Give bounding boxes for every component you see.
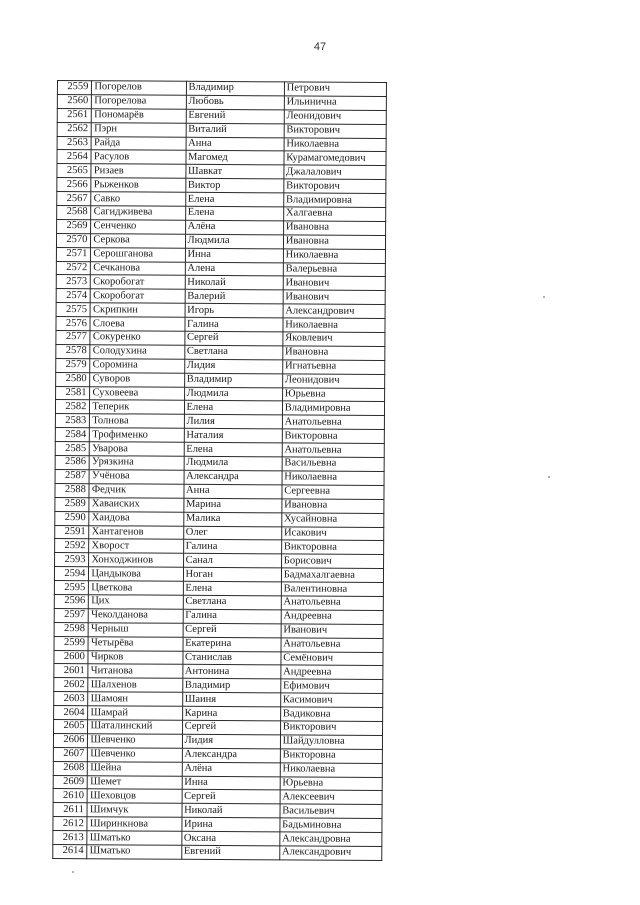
- cell-patronymic: Халгаевна: [283, 207, 385, 222]
- cell-surname: Ризаев: [91, 164, 185, 178]
- cell-surname: Скрипкин: [90, 303, 184, 317]
- cell-num: 2584: [55, 428, 89, 442]
- cell-name: Елена: [183, 581, 281, 595]
- cell-patronymic: Петрович: [284, 82, 386, 97]
- cell-patronymic: Леонидович: [282, 374, 384, 389]
- cell-patronymic: Владимировна: [283, 193, 385, 208]
- cell-name: Людмила: [185, 234, 283, 248]
- cell-surname: Уварова: [90, 442, 184, 456]
- cell-num: 2593: [55, 553, 89, 567]
- cell-surname: Шалхенов: [88, 678, 182, 692]
- cell-num: 2577: [56, 331, 90, 345]
- cell-name: Николай: [185, 276, 283, 290]
- cell-name: Алена: [185, 262, 283, 276]
- cell-surname: Сечканова: [91, 261, 185, 275]
- cell-surname: Теперик: [90, 400, 184, 414]
- cell-patronymic: Валерьевна: [283, 262, 385, 277]
- cell-name: Игорь: [185, 304, 283, 318]
- cell-num: 2589: [55, 497, 89, 511]
- cell-num: 2568: [57, 206, 91, 220]
- cell-patronymic: Сергеевна: [282, 485, 384, 500]
- cell-num: 2573: [56, 275, 90, 289]
- cell-patronymic: Борисович: [281, 554, 383, 569]
- cell-patronymic: Бадмахалгаевна: [281, 568, 383, 583]
- cell-surname: Шаталинский: [88, 720, 182, 734]
- cell-surname: Хаваиских: [89, 497, 183, 511]
- cell-name: Екатерина: [183, 637, 281, 651]
- cell-num: 2601: [54, 664, 88, 678]
- cell-patronymic: Леонидович: [284, 110, 386, 125]
- cell-surname: Сенченко: [91, 220, 185, 234]
- cell-name: Ноган: [183, 567, 281, 581]
- cell-num: 2566: [57, 178, 91, 192]
- cell-surname: Погорелова: [92, 95, 186, 109]
- cell-surname: Сокуренко: [90, 331, 184, 345]
- cell-patronymic: Викторовна: [282, 429, 384, 444]
- cell-patronymic: Александровна: [280, 832, 382, 847]
- cell-name: Людмила: [184, 456, 282, 470]
- scan-speck: [548, 476, 550, 478]
- cell-name: Лидия: [182, 734, 280, 748]
- cell-surname: Шамоян: [88, 692, 182, 706]
- cell-surname: Скоробогат: [91, 275, 185, 289]
- cell-name: Валерий: [185, 290, 283, 304]
- cell-patronymic: Васильевич: [280, 804, 382, 819]
- cell-patronymic: Иванович: [283, 276, 385, 291]
- cell-name: Шавкат: [185, 165, 283, 179]
- cell-surname: Шеховцов: [87, 789, 181, 803]
- cell-name: Владимир: [184, 373, 282, 387]
- cell-surname: Чеколданова: [89, 609, 183, 623]
- cell-name: Елена: [185, 206, 283, 220]
- cell-patronymic: Николаевна: [283, 249, 385, 264]
- cell-name: Сергей: [184, 331, 282, 345]
- cell-name: Олег: [183, 526, 281, 540]
- cell-num: 2571: [56, 247, 90, 261]
- cell-name: Любовь: [186, 95, 284, 109]
- cell-surname: Шевченко: [88, 747, 182, 761]
- cell-patronymic: Владимировна: [282, 401, 384, 416]
- cell-surname: Погорелов: [92, 81, 186, 95]
- cell-num: 2563: [57, 136, 91, 150]
- cell-surname: Шматько: [87, 831, 181, 845]
- cell-patronymic: Джалалович: [284, 165, 386, 180]
- cell-surname: Хантагенов: [89, 525, 183, 539]
- cell-surname: Хворост: [89, 539, 183, 553]
- cell-name: Анна: [186, 137, 284, 151]
- cell-num: 2575: [56, 303, 90, 317]
- names-table: [52, 80, 387, 861]
- cell-num: 2564: [57, 150, 91, 164]
- cell-num: 2591: [55, 525, 89, 539]
- cell-patronymic: Иванович: [283, 290, 385, 305]
- cell-name: Владимир: [186, 81, 284, 95]
- cell-name: Александра: [182, 748, 280, 762]
- cell-name: Алёна: [185, 220, 283, 234]
- cell-surname: Читанова: [88, 664, 182, 678]
- cell-patronymic: Яковлевич: [283, 332, 385, 347]
- cell-surname: Учёнова: [89, 470, 183, 484]
- cell-num: 2598: [54, 622, 88, 636]
- cell-surname: Ширинкнова: [87, 817, 181, 831]
- cell-name: Лидия: [184, 359, 282, 373]
- cell-num: 2590: [55, 511, 89, 525]
- cell-num: 2613: [53, 831, 87, 845]
- cell-patronymic: Юрьевна: [282, 387, 384, 402]
- cell-surname: Черныш: [89, 622, 183, 636]
- cell-patronymic: Курамагомедович: [284, 151, 386, 166]
- cell-name: Евгений: [181, 845, 279, 859]
- cell-num: 2592: [55, 539, 89, 553]
- cell-patronymic: Александрович: [283, 304, 385, 319]
- cell-patronymic: Николаевна: [284, 137, 386, 152]
- cell-surname: Толнова: [90, 414, 184, 428]
- cell-patronymic: Ивановна: [283, 221, 385, 236]
- cell-patronymic: Вадиковна: [280, 707, 382, 722]
- cell-patronymic: Анатольевна: [282, 443, 384, 458]
- cell-name: Галина: [185, 317, 283, 331]
- cell-patronymic: Бадьминовна: [280, 818, 382, 833]
- cell-num: 2560: [57, 94, 91, 108]
- cell-num: 2610: [53, 789, 87, 803]
- cell-name: Магомед: [186, 151, 284, 165]
- cell-patronymic: Викторовна: [281, 540, 383, 555]
- cell-surname: Хонходжинов: [89, 553, 183, 567]
- cell-name: Сергей: [182, 720, 280, 734]
- cell-patronymic: Касимович: [280, 693, 382, 708]
- cell-num: 2576: [56, 317, 90, 331]
- cell-num: 2574: [56, 289, 90, 303]
- cell-patronymic: Ефимович: [280, 679, 382, 694]
- cell-name: Антонина: [182, 665, 280, 679]
- cell-name: Карина: [182, 706, 280, 720]
- cell-num: 2582: [55, 400, 89, 414]
- cell-num: 2588: [55, 483, 89, 497]
- cell-name: Александра: [184, 470, 282, 484]
- cell-patronymic: Николаевна: [282, 471, 384, 486]
- cell-name: Малика: [183, 512, 281, 526]
- cell-patronymic: Анатольевна: [282, 415, 384, 430]
- cell-name: Алёна: [182, 762, 280, 776]
- cell-patronymic: Александрович: [279, 846, 381, 861]
- cell-num: 2597: [54, 608, 88, 622]
- cell-surname: Сагидживева: [91, 206, 185, 220]
- cell-name: Ирина: [181, 817, 279, 831]
- cell-num: 2567: [57, 192, 91, 206]
- cell-name: Анна: [183, 484, 281, 498]
- cell-surname: Чирков: [88, 650, 182, 664]
- cell-name: Галина: [183, 609, 281, 623]
- cell-num: 2580: [56, 372, 90, 386]
- cell-patronymic: Андреевна: [281, 610, 383, 625]
- cell-patronymic: Валентиновна: [281, 582, 383, 597]
- cell-patronymic: Ивановна: [283, 235, 385, 250]
- cell-patronymic: Андреевна: [281, 665, 383, 680]
- cell-num: 2600: [54, 650, 88, 664]
- cell-num: 2579: [56, 358, 90, 372]
- cell-num: 2609: [53, 775, 87, 789]
- cell-name: Сергей: [182, 790, 280, 804]
- cell-num: 2605: [54, 719, 88, 733]
- cell-surname: Шевченко: [88, 734, 182, 748]
- cell-surname: Четырёва: [88, 636, 182, 650]
- cell-num: 2581: [56, 386, 90, 400]
- cell-name: Евгений: [186, 109, 284, 123]
- cell-num: 2587: [55, 469, 89, 483]
- cell-patronymic: Васильевна: [282, 457, 384, 472]
- cell-num: 2614: [53, 844, 87, 858]
- cell-num: 2578: [56, 344, 90, 358]
- scan-speck: [72, 871, 74, 873]
- cell-num: 2565: [57, 164, 91, 178]
- cell-num: 2604: [54, 706, 88, 720]
- cell-patronymic: Иванович: [281, 624, 383, 639]
- scan-speck: [543, 296, 545, 298]
- cell-patronymic: Ивановна: [282, 499, 384, 514]
- cell-surname: Скоробогат: [91, 289, 185, 303]
- cell-name: Оксана: [181, 831, 279, 845]
- cell-num: 2561: [57, 108, 91, 122]
- cell-patronymic: Викторович: [284, 179, 386, 194]
- cell-patronymic: Исакович: [281, 526, 383, 541]
- table-body: [53, 81, 387, 861]
- cell-surname: Серкова: [91, 234, 185, 248]
- cell-name: Инна: [182, 776, 280, 790]
- table-row: [53, 844, 382, 860]
- cell-num: 2583: [55, 414, 89, 428]
- cell-name: Людмила: [184, 387, 282, 401]
- cell-patronymic: Игнатьевна: [282, 360, 384, 375]
- cell-num: 2611: [53, 803, 87, 817]
- cell-surname: Савко: [91, 192, 185, 206]
- cell-num: 2607: [53, 747, 87, 761]
- cell-name: Светлана: [183, 595, 281, 609]
- cell-name: Светлана: [184, 345, 282, 359]
- cell-name: Марина: [183, 498, 281, 512]
- cell-patronymic: Анатольевна: [281, 638, 383, 653]
- cell-num: 2602: [54, 678, 88, 692]
- cell-num: 2585: [55, 442, 89, 456]
- cell-surname: Шамрай: [88, 706, 182, 720]
- cell-patronymic: Алексеевич: [280, 790, 382, 805]
- cell-name: Лилия: [184, 415, 282, 429]
- cell-name: Виктор: [185, 179, 283, 193]
- cell-num: 2586: [55, 456, 89, 470]
- cell-surname: Цих: [89, 595, 183, 609]
- cell-patronymic: Семёнович: [281, 651, 383, 666]
- cell-surname: Пономарёв: [92, 108, 186, 122]
- cell-patronymic: Хусайновна: [282, 512, 384, 527]
- cell-surname: Цветкова: [89, 581, 183, 595]
- cell-num: 2569: [57, 219, 91, 233]
- cell-surname: Хаидова: [89, 511, 183, 525]
- cell-surname: Шемет: [88, 775, 182, 789]
- cell-patronymic: Ильинична: [284, 96, 386, 111]
- cell-surname: Урязкина: [90, 456, 184, 470]
- cell-num: 2603: [54, 692, 88, 706]
- cell-name: Виталий: [186, 123, 284, 137]
- cell-name: Елена: [184, 442, 282, 456]
- cell-num: 2570: [56, 233, 90, 247]
- cell-name: Елена: [184, 401, 282, 415]
- cell-name: Николай: [182, 804, 280, 818]
- cell-name: Санал: [183, 554, 281, 568]
- cell-num: 2595: [54, 581, 88, 595]
- cell-surname: Райда: [91, 136, 185, 150]
- cell-surname: Цандыкова: [89, 567, 183, 581]
- cell-surname: Серошганова: [91, 247, 185, 261]
- cell-patronymic: Викторович: [280, 721, 382, 736]
- cell-num: 2596: [54, 594, 88, 608]
- cell-num: 2606: [53, 733, 87, 747]
- cell-num: 2572: [56, 261, 90, 275]
- cell-patronymic: Викторовна: [280, 749, 382, 764]
- cell-patronymic: Юрьевна: [280, 776, 382, 791]
- cell-num: 2559: [57, 81, 91, 95]
- cell-name: Сергей: [183, 623, 281, 637]
- cell-surname: Пэрн: [92, 122, 186, 136]
- cell-name: Наталия: [184, 429, 282, 443]
- cell-name: Инна: [185, 248, 283, 262]
- cell-patronymic: Анатольевна: [281, 596, 383, 611]
- cell-surname: Расулов: [91, 150, 185, 164]
- cell-surname: Шейна: [88, 761, 182, 775]
- cell-num: 2562: [57, 122, 91, 136]
- cell-surname: Федчик: [89, 484, 183, 498]
- cell-surname: Слоева: [90, 317, 184, 331]
- cell-surname: Трофименко: [90, 428, 184, 442]
- cell-patronymic: Викторович: [284, 124, 386, 139]
- cell-surname: Суховеева: [90, 386, 184, 400]
- cell-name: Галина: [183, 540, 281, 554]
- cell-patronymic: Николаевна: [280, 763, 382, 778]
- cell-num: 2612: [53, 817, 87, 831]
- cell-name: Елена: [185, 192, 283, 206]
- cell-surname: Суворов: [90, 372, 184, 386]
- cell-name: Шаиня: [182, 692, 280, 706]
- cell-patronymic: Шайдулловна: [280, 735, 382, 750]
- cell-surname: Шматько: [87, 845, 181, 859]
- cell-name: Владимир: [182, 679, 280, 693]
- cell-surname: Солодухина: [90, 345, 184, 359]
- cell-surname: Рыженков: [91, 178, 185, 192]
- cell-patronymic: Николаевна: [283, 318, 385, 333]
- cell-surname: Соромина: [90, 359, 184, 373]
- cell-name: Станислав: [182, 651, 280, 665]
- cell-num: 2594: [54, 567, 88, 581]
- page-number: 47: [313, 41, 327, 53]
- cell-surname: Шимчук: [87, 803, 181, 817]
- cell-num: 2599: [54, 636, 88, 650]
- cell-num: 2608: [53, 761, 87, 775]
- cell-patronymic: Ивановна: [283, 346, 385, 361]
